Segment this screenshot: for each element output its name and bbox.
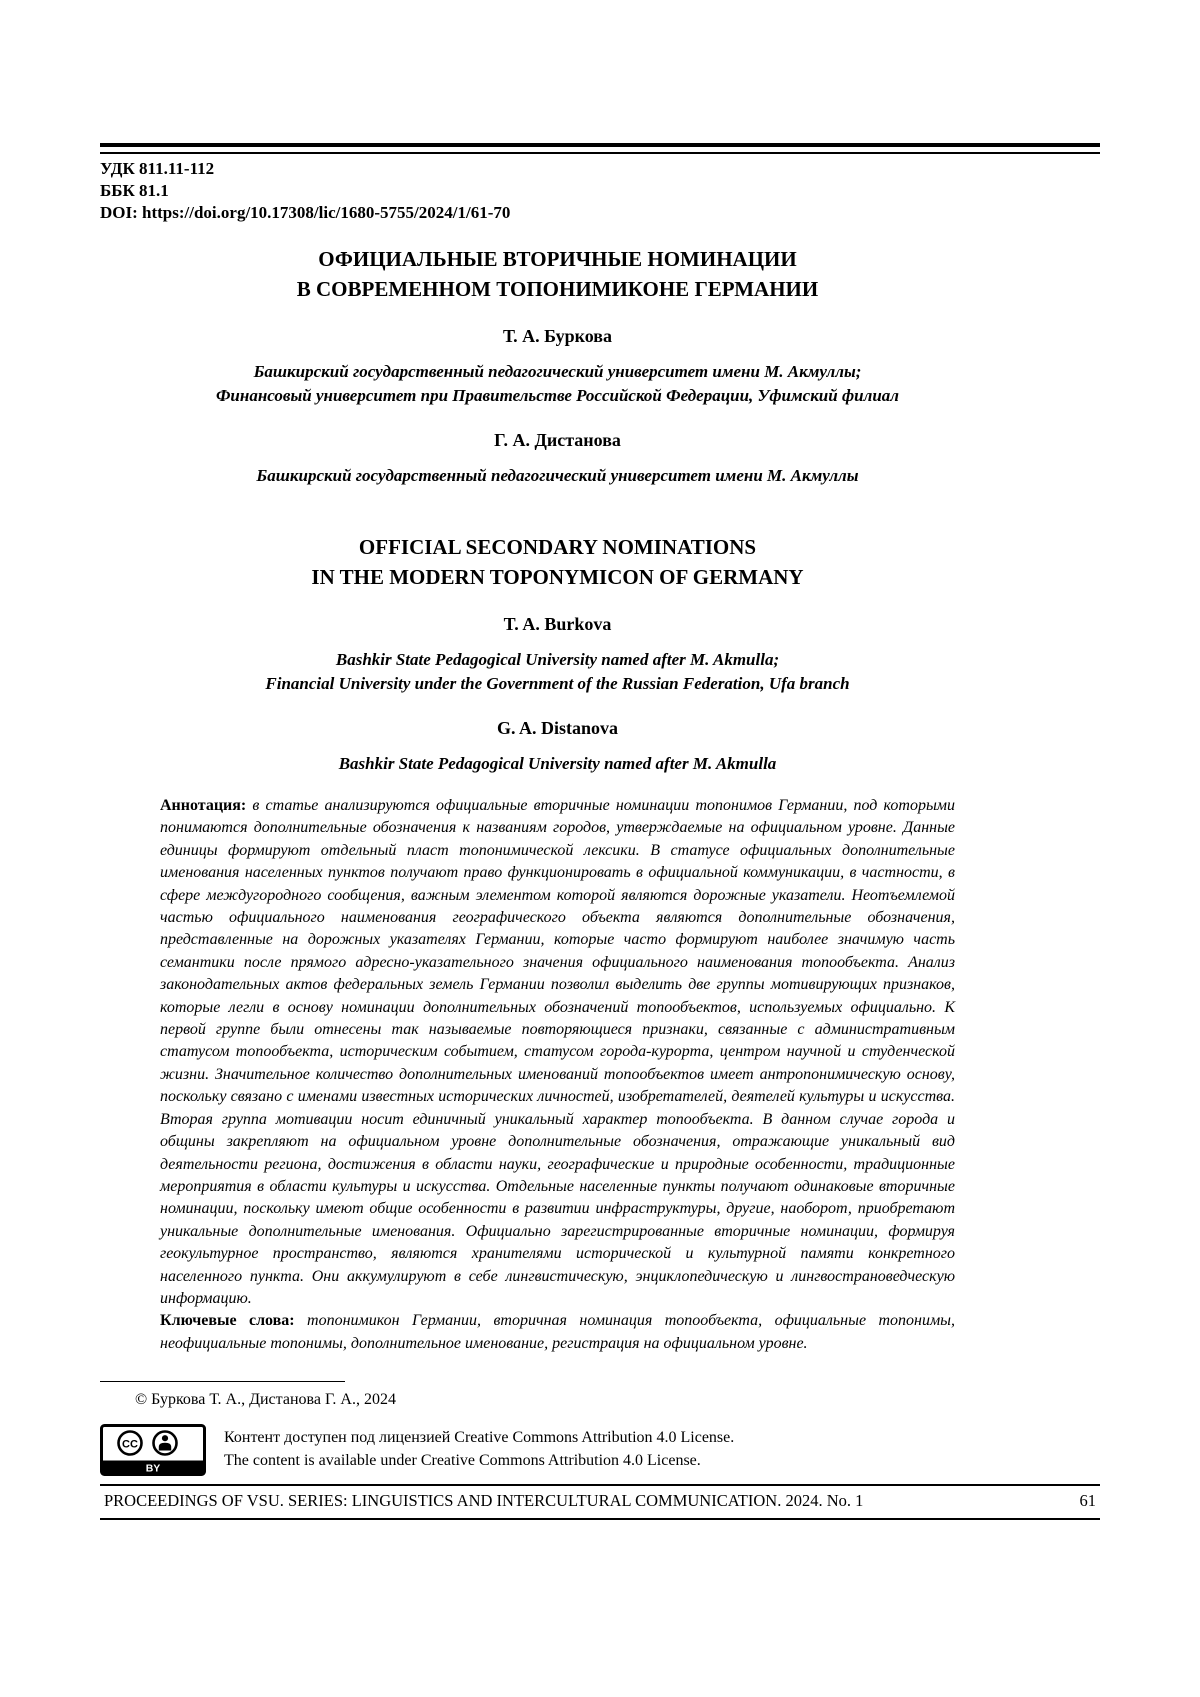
keywords-paragraph	[160, 1310, 955, 1355]
running-footer	[100, 1484, 1100, 1520]
title-en-line-1: OFFICIAL SECONDARY NOMINATIONS	[358, 535, 757, 559]
doi-line: DOI: https://doi.org/10.17308/lic/1680-5755/2024/1/61-70	[100, 203, 511, 222]
license-text-block	[224, 1424, 734, 1472]
affiliation-ru-1	[160, 360, 955, 408]
page-number: 61	[1079, 1491, 1096, 1510]
keywords-label: Ключевые слова:	[160, 1312, 295, 1330]
bbk-line: ББК 81.1	[100, 181, 169, 200]
abstract-paragraph	[160, 795, 955, 1310]
cc-by-license-icon	[100, 1424, 206, 1476]
footnote-rule	[100, 1381, 345, 1382]
by-glyph: BY	[145, 1462, 161, 1475]
affiliation-ru-1-line-1: Башкирский государственный педагогический университет имени М. Акмуллы;	[253, 362, 862, 381]
copyright-line: © Буркова Т. А., Дистанова Г. А., 2024	[135, 1391, 396, 1409]
abstract-label: Аннотация:	[160, 797, 247, 814]
keywords-text: топонимикон Германии, вторичная номинация топообъекта, официальные топонимы, неофициальные топонимы, дополнительное именование, регистрация на официальном уровне.	[160, 1312, 956, 1352]
article-meta	[100, 158, 1100, 224]
author-en-2: G. A. Distanova	[496, 718, 619, 738]
article-title-english	[160, 532, 955, 592]
article-body-column	[160, 244, 955, 1355]
title-en-line-2: IN THE MODERN TOPONYMICON OF GERMANY	[311, 565, 804, 589]
person-head-icon	[162, 1435, 168, 1441]
journal-footer-title: PROCEEDINGS OF VSU. SERIES: LINGUISTICS AND INTERCULTURAL COMMUNICATION. 2024. No. 1	[104, 1491, 864, 1510]
affiliation-ru-2: Башкирский государственный педагогический университет имени М. Акмуллы	[256, 466, 859, 485]
cc-glyph: CC	[122, 1438, 138, 1451]
affiliation-en-1-line-2: Financial University under the Government of the Russian Federation, Ufa branch	[265, 674, 850, 693]
copyright-license-block	[100, 1381, 1100, 1476]
affiliation-ru-1-line-2: Финансовый университет при Правительстве Российской Федерации, Уфимский филиал	[215, 386, 899, 405]
author-ru-2: Г. А. Дистанова	[494, 430, 621, 450]
license-line-russian: Контент доступен под лицензией Creative Commons Attribution 4.0 License.	[224, 1429, 735, 1447]
person-body-icon	[159, 1443, 171, 1451]
article-title-russian	[160, 244, 955, 304]
license-line-english: The content is available under Creative Commons Attribution 4.0 License.	[224, 1452, 701, 1470]
title-ru-line-2: В СОВРЕМЕННОМ ТОПОНИМИКОНЕ ГЕРМАНИИ	[296, 277, 819, 301]
license-row	[100, 1424, 1100, 1476]
author-en-1: T. A. Burkova	[503, 614, 612, 634]
affiliation-en-1	[160, 648, 955, 696]
title-ru-line-1: ОФИЦИАЛЬНЫЕ ВТОРИЧНЫЕ НОМИНАЦИИ	[318, 247, 797, 271]
udk-line: УДК 811.11-112	[100, 159, 215, 178]
affiliation-en-2: Bashkir State Pedagogical University named after M. Akmulla	[338, 754, 777, 773]
affiliation-en-1-line-1: Bashkir State Pedagogical University named after M. Akmulla;	[335, 650, 780, 669]
author-ru-1: Т. А. Буркова	[502, 326, 613, 346]
top-double-rule	[100, 143, 1100, 154]
abstract-text: в статье анализируются официальные вторичные номинации топонимов Германии, под которыми понимаются дополнительные обозначения к названиям городов, утверждаемые на официальном уровне. Данные единицы формируют отдельный пласт топонимической лексики. В статусе официальных дополнительные именования населенных пунктов получают право функционировать в официальной коммуникации, в частности, в сфере междугородного сообщения, важным элементом которой являются дорожные указатели. Неотъемлемой частью официального наименования географического объекта являются дополнительные обозначения, представленные на дорожных указателях Германии, которые часто формируют наиболее значимую часть семантики после прямого адресно-указательного значения официального наименования топообъекта. Анализ законодательных актов федеральных земель Германии позволил выделить две группы мотивирующих признаков, которые легли в основу номинации дополнительных обозначений топообъектов, используемых официально. К первой группе были отнесены так называемые повторяющиеся признаки, связанные с административным статусом топообъекта, историческим событием, статусом города-курорта, центром научной и студенческой жизни. Значительное количество дополнительных именований топообъектов имеет антропонимическую основу, поскольку связано с именами известных исторических личностей, изобретателей, деятелей культуры и искусства. Вторая группа мотивации носит единичный уникальный характер топообъекта. В данном случае города и общины закрепляют на официальном уровне дополнительные обозначения, отражающие уникальный вид деятельности региона, достижения в области науки, географические и природные особенности, традиционные мероприятия в области культуры и искусства. Отдельные населенные пункты получают одинаковые вторичные номинации, поскольку имеют общие особенности в развитии инфраструктуры, другие, наоборот, приобретают уникальные дополнительные именования. Официально зарегистрированные вторичные номинации, формируя геокультурное пространство, являются хранителями исторической и культурной памяти конкретного населенного пункта. Они аккумулируют в себе лингвистическую, энциклопедическую и лингвострановедческую информацию.	[160, 797, 956, 1307]
